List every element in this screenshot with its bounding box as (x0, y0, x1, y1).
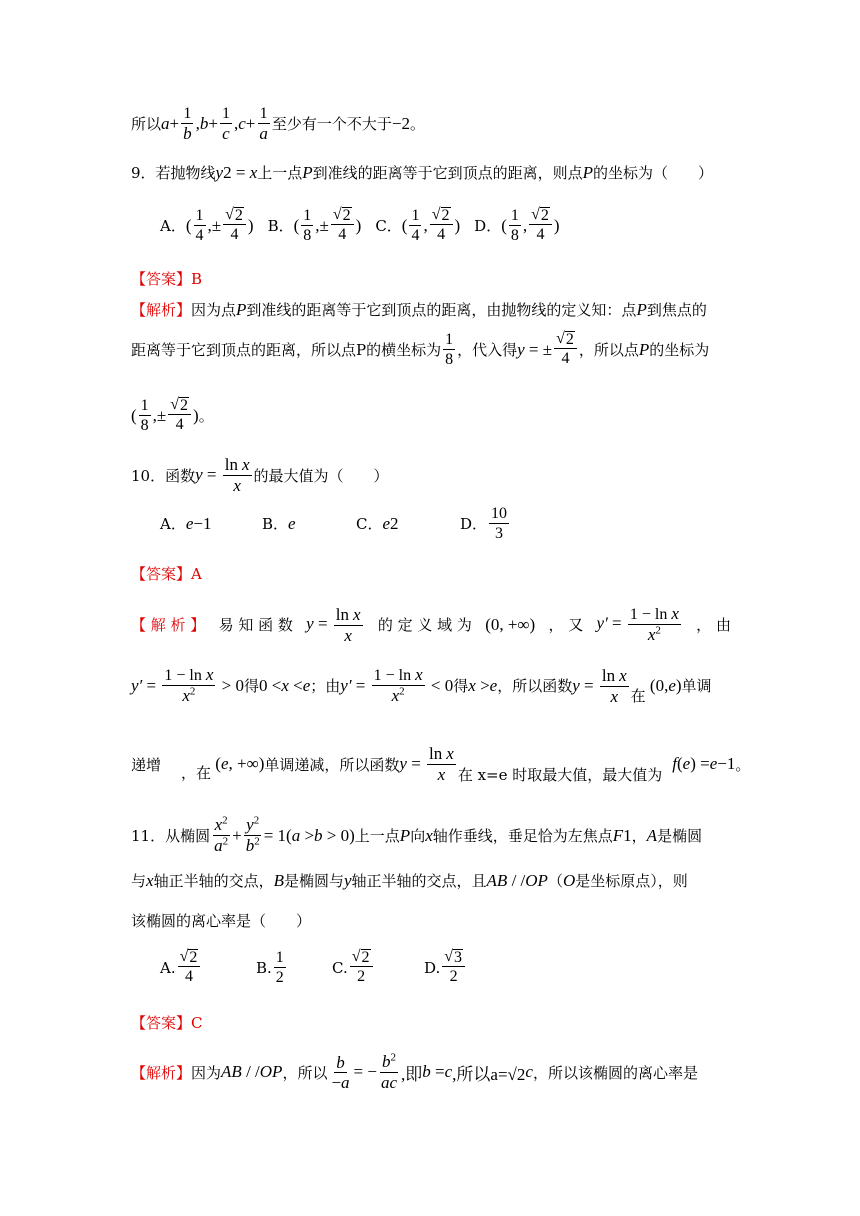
text: 单调递减，所以函数 (264, 755, 400, 774)
question-11-line2: 与 x 轴正半轴的交点， B 是椭圆与 y 轴正半轴的交点，且 AB / / OP （ O 是坐标原点），则 (131, 870, 688, 890)
question-10: 10．函数 y = $\frac{\text{ln x}}{x}$ 的最大值为（ ） (131, 455, 389, 495)
text: 距离等于它到顶点的距离，所以点P的横坐标为 (131, 341, 442, 359)
text: 的 定 义 域 为 (377, 616, 472, 634)
text: 该椭圆的离心率是（ ） (131, 912, 312, 930)
text: 因为 (191, 1063, 222, 1082)
text: 轴正半轴的交点， (153, 872, 274, 890)
text: （ (547, 872, 563, 890)
option-label: A． (160, 515, 186, 533)
text: 向 (410, 827, 426, 845)
option-label: B． (262, 515, 289, 533)
question-11-line1: 11．从椭圆 $\frac{x^2}{a^2}$ + $\frac{y^2}{b^2}$ = 1( a > b > 0) 上一点 P 向 x 轴作垂线，垂足恰为左焦点 F 1 ， A 是椭圆 (131, 814, 703, 855)
explanation-10-line2: y′ = $\frac{\text{1 − ln x}}{x^2}$ > 0 得 0 < x < e ；由 y′ = $\frac{\text{1 − ln x}}{x^2}$ < 0 得 x > e ，所以函数 y = $\frac{\text{ln x}}{x}$ 在 (0, e ) 单调 (131, 665, 712, 706)
option-label: B． (267, 217, 294, 235)
text: 是椭圆与 (283, 872, 344, 890)
text: ， 由 (696, 616, 731, 634)
text: ；由 (310, 677, 341, 695)
text: 易 知 函 数 (218, 616, 293, 634)
answer-label: 【答案】 (131, 1014, 192, 1032)
value: −2 (391, 113, 410, 133)
explanation-9-line1: 【解析】 因为点 P 到准线的距离等于它到顶点的距离，由抛物线的定义知：点 P 到焦点的 (131, 299, 707, 319)
question-11-options (160, 948, 481, 987)
option-label: C． (356, 515, 383, 533)
answer-label: 【答案】 (131, 565, 192, 583)
text: ， 又 (548, 616, 584, 634)
option-a: A． e −1 (160, 513, 212, 533)
text: 的最大值为（ ） (253, 466, 389, 485)
text: 。 (735, 755, 751, 774)
question-number: 9．若抛物线 (131, 164, 216, 182)
text: 在 (630, 687, 646, 705)
text: 上一点 (257, 164, 303, 182)
option-b: B． e (262, 513, 296, 533)
option-b: B． ( $\frac{1}{8}$ ,± √ 2 4 ) (267, 206, 362, 244)
option-d: D． $\frac{10}{3}$ (460, 505, 508, 542)
question-number: 11．从椭圆 (131, 827, 211, 845)
answer-value: C (191, 1013, 203, 1032)
option-label: D． (460, 515, 488, 533)
option-c: C. √ 2 2 (332, 949, 410, 986)
text: 。 (409, 115, 425, 133)
option-a: A. √ 2 4 (160, 949, 242, 986)
option-label: B. (256, 958, 272, 977)
text: 因为点 (191, 301, 237, 319)
text: 在 x=e 时取最大值，最大值为 (457, 765, 663, 784)
option-c: C． ( $\frac{1}{4}$ , √ 2 4 ) (375, 206, 461, 244)
text: 到焦点的 (646, 301, 707, 319)
option-a: A． ( $\frac{1}{4}$ ,± √ 2 4 ) (160, 206, 254, 244)
text: 的坐标为 (649, 341, 710, 359)
question-11-line3 (131, 910, 311, 931)
text: 轴正半轴的交点，且 (351, 872, 487, 890)
text: 到准线的距离等于它到顶点的距离，由抛物线的定义知：点 (246, 301, 637, 319)
text: 的坐标为（ ） (593, 164, 714, 182)
text: ，所以该椭圆的离心率是 (532, 1063, 698, 1082)
text: 至少有一个不大于 (271, 115, 392, 133)
explanation-label: 【 解 析 】 (131, 616, 206, 634)
text: 所以 (131, 115, 162, 133)
answer-9 (131, 268, 202, 289)
option-label: A． (160, 217, 186, 235)
explanation-11-line1: 【解析】 因为 AB / / OP ，所以 $\frac{b}{-a}$ = − $\frac{b^2}{ac}$ ,即 b = c ,所以a=√2 c ，所以该椭圆的离心率是 (131, 1051, 698, 1092)
answer-value: B (191, 269, 203, 288)
option-d: D. √ 3 2 (424, 949, 467, 986)
text: 是坐标原点），则 (575, 872, 688, 890)
text: 是椭圆 (657, 827, 703, 845)
text: 单调 (681, 677, 712, 695)
explanation-9-line2: 距离等于它到顶点的距离，所以点P的横坐标为 $\frac{1}{8}$ ，代入得 y = ± √ 2 4 ，所以点 P 的坐标为 (131, 330, 710, 368)
text: 得 (243, 677, 259, 695)
question-9: 9．若抛物线 y 2 = x 上一点 P 到准线的距离等于它到顶点的距离，则点 P 的坐标为（ ） (131, 162, 714, 182)
question-10-options (160, 504, 525, 543)
text: ，代入得 (457, 341, 518, 359)
explanation-10-line1: 【 解 析 】 易 知 函 数 y = $\frac{\text{ln x}}{x}$ 的 定 义 域 为 (0, +∞) ， 又 y′ = $\frac{\text{1 − ln x}}{x^2}$ ， 由 (131, 604, 731, 645)
explanation-9-line3: ( $\frac{1}{8}$ ,± √ 2 4 ) 。 (131, 396, 214, 434)
text: ，所以函数 (497, 677, 573, 695)
option-b: B. $\frac{1}{2}$ (256, 949, 284, 986)
text: 递增 (131, 755, 162, 774)
explanation-10-line3: 递增 ，在 ( e , +∞) 单调递减，所以函数 y = $\frac{\text{ln x}}{x}$ 在 x=e 时取最大值，最大值为 f ( e ) = e −1 。 (131, 744, 751, 784)
option-label: D． (474, 217, 502, 235)
option-label: C. (332, 958, 348, 977)
option-label: C． (375, 217, 402, 235)
text: 到准线的距离等于它到顶点的距离，则点 (312, 164, 583, 182)
text: ，所以点 (578, 341, 639, 359)
answer-10 (131, 563, 202, 584)
text: ，所以 (282, 1063, 328, 1082)
option-c: C． e 2 (356, 513, 399, 533)
answer-value: A (191, 564, 202, 583)
question-number: 10．函数 (131, 466, 196, 485)
option-label: A. (160, 958, 176, 977)
text: ， (631, 827, 647, 845)
text: 得 (453, 677, 469, 695)
answer-label: 【答案】 (131, 270, 192, 288)
answer-11 (131, 1012, 203, 1033)
option-d: D． ( $\frac{1}{8}$ , √ 2 4 ) (474, 206, 560, 244)
explanation-label: 【解析】 (131, 1063, 192, 1082)
conclusion-line: 所以 a + $\frac{1}{b}$ , b + $\frac{1}{c}$ , c + $\frac{1}{a}$ 至少有一个不大于 −2 。 (131, 105, 425, 143)
text: ，在 (181, 763, 212, 782)
text: 轴作垂线，垂足恰为左焦点 (432, 827, 613, 845)
explanation-label: 【解析】 (131, 301, 192, 319)
text: 。 (198, 407, 214, 425)
text: 上一点 (354, 827, 400, 845)
question-9-options (160, 206, 574, 245)
option-label: D. (424, 958, 441, 977)
text: 与 (131, 872, 147, 890)
